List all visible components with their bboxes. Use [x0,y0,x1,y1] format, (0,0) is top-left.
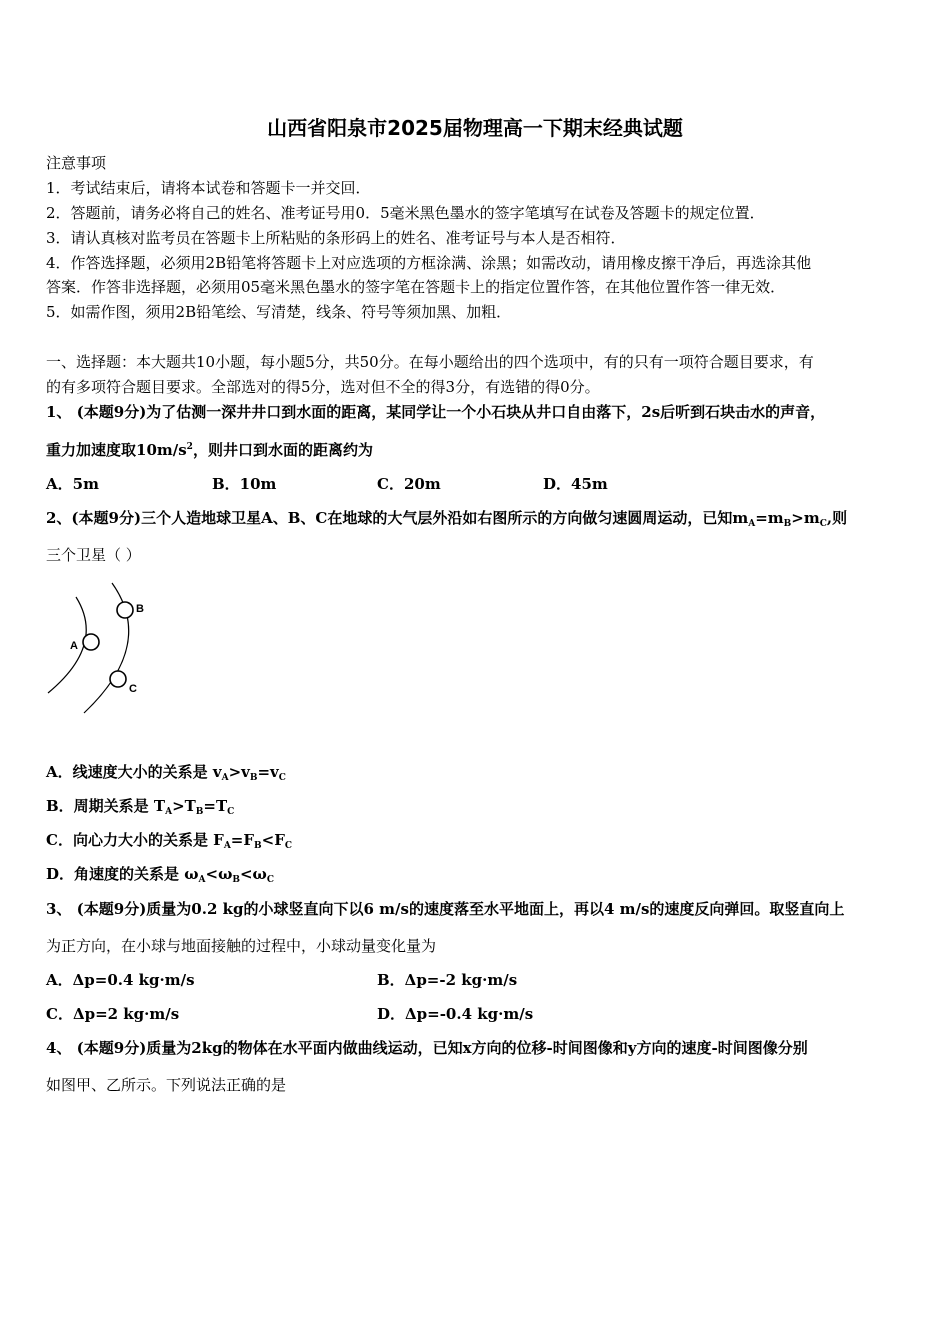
question-2-text-cont: 三个卫星（ ） [46,546,141,564]
notice-item: 1．考试结束后，请将本试卷和答题卡一并交回． [46,179,371,197]
question-1-option-a: A．5m [46,475,99,493]
question-4-text-cont: 如图甲、乙所示。下列说法正确的是 [46,1076,287,1094]
notice-item: 3．请认真核对监考员在答题卡上所粘贴的条形码上的姓名、准考证号与本人是否相符． [46,229,626,247]
question-3-option-c: C．Δp=2 kg·m/s [46,1005,180,1023]
notice-item: 2．答题前，请务必将自己的姓名、准考证号用0．5毫米黑色墨水的签字笔填写在试卷及答题卡的规定位置． [46,204,765,222]
question-1-option-b: B．10m [212,475,277,493]
question-1-text-cont: 重力加速度取$10m/s^2$，则井口到水面的距离约为 [46,441,373,459]
notice-heading: 注意事项 [46,154,107,172]
inner-orbit [48,597,86,693]
question-3-text: 3、 (本题9分)质量为0.2 kg的小球竖直向下以6 m/s的速度落至水平地面上，再以4 m/s的速度反向弹回。取竖直向上 [46,900,845,918]
question-2-option-d: D．角速度的关系是 $\omega_A<\omega_B<\omega_C$ [46,865,274,885]
question-1-option-d: D．45m [543,475,608,493]
question-1-text: 1、 (本题9分)为了估测一深井井口到水面的距离，某同学让一个小石块从井口自由落下，2s后听到石块击水的声音， [46,403,826,421]
question-3-option-a: A．Δp=0.4 kg·m/s [46,971,195,989]
satellite-c [110,671,126,687]
question-2-option-a: A．线速度大小的关系是 $v_A>v_B=v_C$ [46,763,286,783]
satellite-a [83,634,99,650]
satellite-b [117,602,133,618]
section-intro: 的有多项符合题目要求。全部选对的得5分，选对但不全的得3分，有选错的得0分。 [46,378,600,396]
question-3-option-d: D．Δp=-0.4 kg·m/s [377,1005,534,1023]
label-a: A [70,640,78,652]
question-2-option-c: C．向心力大小的关系是 $F_A=F_B<F_C$ [46,831,293,851]
question-1-option-c: C．20m [377,475,441,493]
question-2-text: 2、(本题9分)三个人造地球卫星A、B、C在地球的大气层外沿如右图所示的方向做匀速圆周运动，已知$m_A=m_B>m_C$,则 [46,509,848,529]
page-title: 山西省阳泉市2025届物理高一下期末经典试题 [267,116,683,140]
notice-item: 4．作答选择题，必须用2B铅笔将答题卡上对应选项的方框涂满、涂黑；如需改动，请用橡皮擦干净后，再选涂其他 [46,254,812,272]
notice-item: 答案．作答非选择题，必须用05毫米黑色墨水的签字笔在答题卡上的指定位置作答，在其他位置作答一律无效． [46,278,786,296]
notice-item: 5．如需作图，须用2B铅笔绘、写清楚，线条、符号等须加黑、加粗． [46,303,512,321]
question-4-text: 4、 (本题9分)质量为2kg的物体在水平面内做曲线运动，已知x方向的位移-时间图像和y方向的速度-时间图像分别 [46,1039,808,1057]
section-intro: 一、选择题：本大题共10小题，每小题5分，共50分。在每小题给出的四个选项中，有的只有一项符合题目要求，有 [46,353,814,371]
label-c: C [129,683,137,695]
satellite-orbit-diagram [40,575,170,720]
label-b: B [136,603,144,615]
question-3-option-b: B．Δp=-2 kg·m/s [377,971,518,989]
question-3-text-cont: 为正方向，在小球与地面接触的过程中，小球动量变化量为 [46,937,437,955]
question-2-option-b: B．周期关系是 $T_A>T_B=T_C$ [46,797,235,817]
